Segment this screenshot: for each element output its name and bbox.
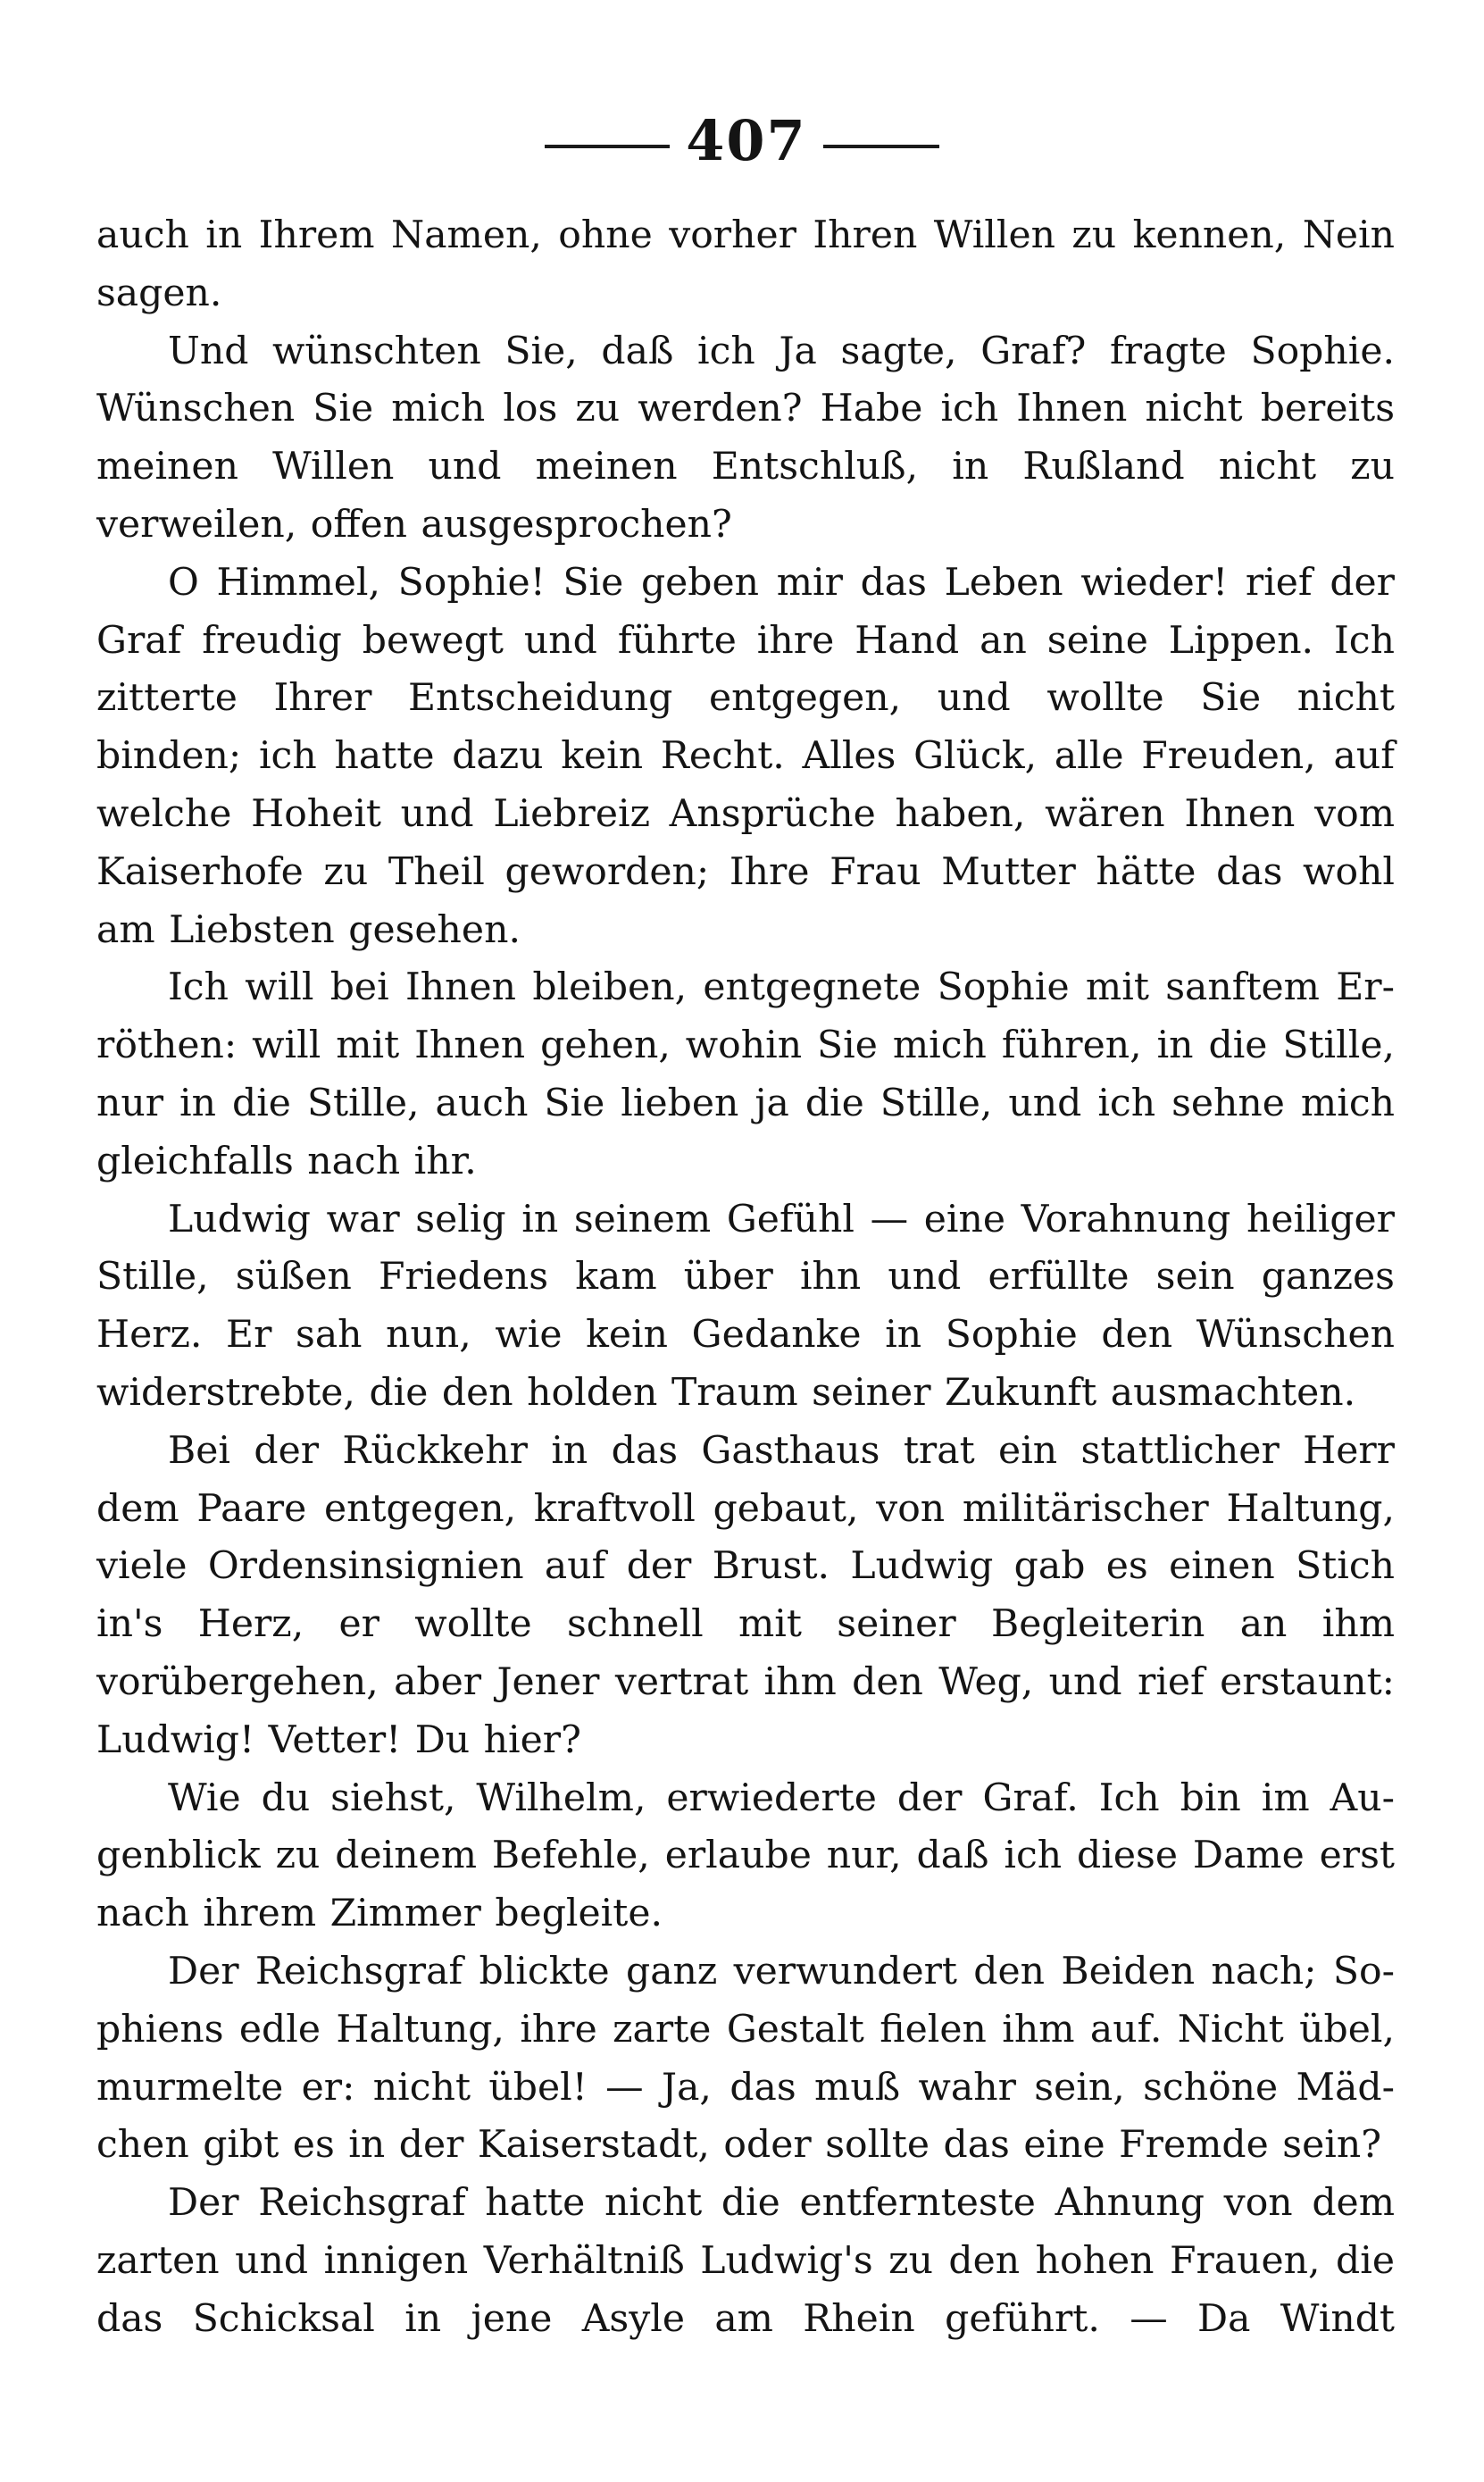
page-number: 407	[686, 107, 807, 173]
paragraph-7: Wie du siehst, Wilhelm, erwiederte der Graf. Ich bin im Augenblick zu deinem Befehle, erlaube nur, daß ich diese Dame erst nach ihrem Zimmer begleite.	[96, 1776, 1395, 1936]
paragraph-5: Ludwig war selig in seinem Gefühl — eine Vorahnung heiliger Stille, süßen Friedens kam über ihn und erfüllte sein ganzes Herz. Er sah nun, wie kein Gedanke in Sophie den Wünschen widerstrebte, die den holden Traum seiner Zukunft ausmachten.	[96, 1197, 1395, 1415]
paragraph-4: Ich will bei Ihnen bleiben, entgegnete Sophie mit sanftem Erröthen: will mit Ihnen gehen, wohin Sie mich führen, in die Stille, nur in die Stille, auch Sie lieben ja die Stille, und ich sehne mich gleichfalls nach ihr.	[96, 965, 1395, 1183]
page-header	[0, 100, 1484, 180]
paragraph-3: O Himmel, Sophie! Sie geben mir das Leben wieder! rief der Graf freudig bewegt und führte ihre Hand an seine Lippen. Ich zitterte Ihrer Entscheidung entgegen, und wollte Sie nicht binden; ich hatte dazu kein Recht. Alles Glück, alle Freuden, auf welche Hoheit und Liebreiz Ansprüche haben, wären Ihnen vom Kaiserhofe zu Theil geworden; Ihre Frau Mutter hätte das wohl am Liebsten gesehen.	[96, 560, 1395, 952]
paragraph-1: auch in Ihrem Namen, ohne vorher Ihren Willen zu kennen, Nein sagen.	[96, 213, 1395, 315]
header-rule-left	[545, 145, 670, 148]
paragraph-9: Der Reichsgraf hatte nicht die entfernteste Ahnung von dem zarten und innigen Verhältniß Ludwig's zu den hohen Frauen, die das Schicksal in jene Asyle am Rhein geführt. — Da Windt	[96, 2181, 1395, 2341]
paragraph-6: Bei der Rückkehr in das Gasthaus trat ein stattlicher Herr dem Paare entgegen, kraftvoll gebaut, von militärischer Haltung, viele Ordensinsignien auf der Brust. Ludwig gab es einen Stich in's Herz, er wollte schnell mit seiner Begleiterin an ihm vorübergehen, aber Jener vertrat ihm den Weg, und rief erstaunt: Ludwig! Vetter! Du hier?	[96, 1428, 1395, 1762]
body-text	[96, 207, 1395, 2348]
paragraph-8: Der Reichsgraf blickte ganz verwundert den Beiden nach; Sophiens edle Haltung, ihre zarte Gestalt fielen ihm auf. Nicht übel, murmelte er: nicht übel! — Ja, das muß wahr sein, schöne Mädchen gibt es in der Kaiserstadt, oder sollte das eine Fremde sein?	[96, 1949, 1395, 2168]
header-rule-right	[823, 145, 939, 148]
paragraph-2: Und wünschten Sie, daß ich Ja sagte, Graf? fragte Sophie. Wünschen Sie mich los zu werden? Habe ich Ihnen nicht bereits meinen Willen und meinen Entschluß, in Rußland nicht zu verweilen, offen ausgesprochen?	[96, 329, 1395, 547]
